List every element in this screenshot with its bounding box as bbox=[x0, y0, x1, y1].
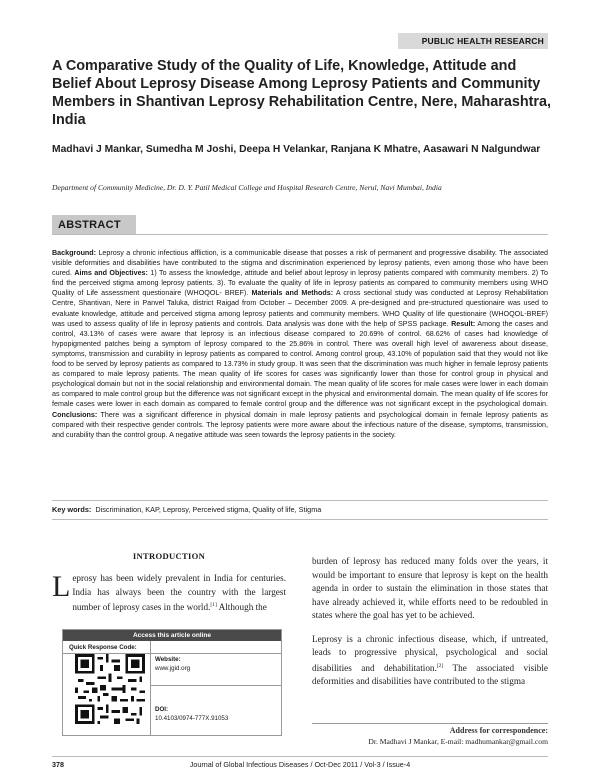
keywords-label: Key words: bbox=[52, 505, 92, 514]
access-box-title: Access this article online bbox=[63, 630, 281, 641]
abstract-heading: ABSTRACT bbox=[52, 215, 136, 235]
keywords bbox=[52, 505, 548, 515]
drop-cap: L bbox=[52, 570, 71, 603]
col2-paragraph-2 bbox=[312, 633, 548, 689]
article-title: A Comparative Study of the Quality of Life, Knowledge, Attitude and Belief About Leprosy Disease Among Leprosy Patients and Community Members in Shantivan Leprosy Rehabilitation Centre, Nere, Maharashtra, India bbox=[52, 58, 552, 128]
methods-label: Materials and Methods: bbox=[251, 289, 334, 298]
result-label: Result: bbox=[451, 319, 476, 328]
correspondence-label: Address for correspondence: bbox=[449, 726, 548, 735]
conclusions-label: Conclusions: bbox=[52, 410, 98, 419]
citation-2[interactable]: [2] bbox=[436, 662, 444, 669]
footer-divider bbox=[52, 756, 548, 757]
website-link[interactable]: www.jgid.org bbox=[155, 665, 191, 672]
col2-paragraph-1: burden of leprosy has reduced many folds over the years, it would be important to ensure that leprosy is kept on the health agenda in order to sustain the elimination in those states that have already achieved it, while efforts need to be redoubled in states where the goal has yet to be achieved. bbox=[312, 556, 548, 620]
citation-1[interactable]: [1] bbox=[210, 602, 217, 608]
aims-label: Aims and Objectives: bbox=[74, 269, 148, 278]
keywords-divider-top bbox=[52, 500, 548, 501]
abstract-divider bbox=[52, 234, 548, 235]
section-label: PUBLIC HEALTH RESEARCH bbox=[398, 33, 548, 49]
doi-label: DOI: bbox=[155, 706, 169, 713]
aims-text: 1) To assess the knowledge, attitude and belief about leprosy in leprosy patients compared with community members. 2) To find the perceived stigma among leprosy patients. 3). To evaluate the quality of life in leprosy patients as compared to community members using WHO Quality of Life assessment questionaire (WHOQOL- BREF). bbox=[52, 269, 549, 298]
author-list: Madhavi J Mankar, Sumedha M Joshi, Deepa H Velankar, Ranjana K Mhatre, Aasawari N Nalgundwar bbox=[52, 144, 541, 155]
background-text: Leprosy a chronic infectious affliction, is a communicable disease that posses a risk of permanent and progressive disability. The associated visible deformities and disabilities have contributed to the stigma and discrimination experienced by leprosy patients, even among those who have been cured. bbox=[52, 249, 549, 278]
affiliation: Department of Community Medicine, Dr. D. Y. Patil Medical College and Hospital Research Centre, Nerul, Navi Mumbai, India bbox=[52, 183, 442, 192]
intro-paragraph-1: eprosy has been widely prevalent in India for centuries. India has always been the country with the largest number of leprosy cases in the world. bbox=[72, 573, 286, 613]
page-number: 378 bbox=[52, 760, 64, 769]
access-box-row-divider bbox=[150, 685, 281, 686]
abstract-body bbox=[52, 248, 548, 440]
website-label: Website: bbox=[155, 656, 181, 663]
access-box-column-divider bbox=[150, 641, 151, 736]
introduction-heading: INTRODUCTION bbox=[132, 551, 206, 561]
qr-label: Quick Response Code: bbox=[69, 644, 137, 651]
qr-code-icon[interactable] bbox=[75, 654, 145, 724]
access-article-box bbox=[62, 629, 282, 736]
introduction-column-2 bbox=[312, 555, 548, 699]
correspondence-contact[interactable]: Dr. Madhavi J Mankar, E-mail: madhumankar@gmail.com bbox=[368, 737, 548, 746]
conclusions-text: There was a significant difference in physical domain in male leprosy patients and psychological domain in female leprosy patients as compared with their respective gender controls. The leprosy patients were more aware about the infectious nature of the disease, symptoms, transmission, and curability than the control group. A negative attitude was seen towards the leprosy patients in the society. bbox=[52, 410, 548, 439]
keywords-text: Discrimination, KAP, Leprosy, Perceived stigma, Quality of life, Stigma bbox=[95, 505, 322, 514]
journal-citation: Journal of Global Infectious Diseases / Oct-Dec 2011 / Vol-3 / Issue-4 bbox=[189, 760, 411, 769]
methods-text: A cross sectional study was conducted at Leprosy Rehabilitation Centre, Shantivan, Nere in Panvel Taluka, district Raigad from October – December 2009. A pre-designed and pre-structured questionaire was used to evaluate knowledge, attitude and perceived stigma among leprosy patients and community members. WHO Quality of life questionaire (WHOQOL-BREF) was used to assess quality of life in leprosy patients and controls. Data analysis was done with the help of SPSS package. bbox=[52, 289, 549, 328]
result-text: Among the cases and control, 43.13% of cases were aware that leprosy is an infectious disease compared to 20.69% of control. 68.62% of cases had knowledge of hypopigmented patches being a symptom of leprosy compared to the 25.86% in control. There was overall high level of awareness about disease, symptoms, transmission and curability in leprosy patients as compared to control. Among control group, 43.10% of population said that they would not like food to be served by leprosy patients as compared to 13.73% in study group. It was seen that the discrimination was much higher in female leprosy patients as compared to male leprosy patients. The mean quality of life scores for cases was significantly lower than those for control group in physical and psychological domain but not in the social relationship and environmental domain. The mean quality of life scores for male cases were lower in each domain as compared to male control group but the difference was not significant except in the physical and environmental domain. The mean quality of life scores for female cases were lower in each domain as compared to female control group and the difference was not significant except in the psychological domain. bbox=[52, 319, 548, 409]
correspondence-divider bbox=[312, 723, 548, 724]
col2-paragraph-2-tail: The associated visible deformities and disabilities have contributed to the stigma bbox=[312, 662, 549, 687]
background-label: Background: bbox=[52, 249, 97, 257]
keywords-divider-bottom bbox=[52, 519, 548, 520]
col2-paragraph-2-text: Leprosy is a chronic infectious disease, which, if untreated, leads to progressive physical, psychological and social disabilities and dehabilitation. bbox=[312, 633, 548, 673]
introduction-column-1 bbox=[52, 572, 286, 615]
intro-paragraph-1-tail: Although the bbox=[216, 602, 267, 613]
doi-link[interactable]: 10.4103/0974-777X.91053 bbox=[155, 715, 229, 722]
